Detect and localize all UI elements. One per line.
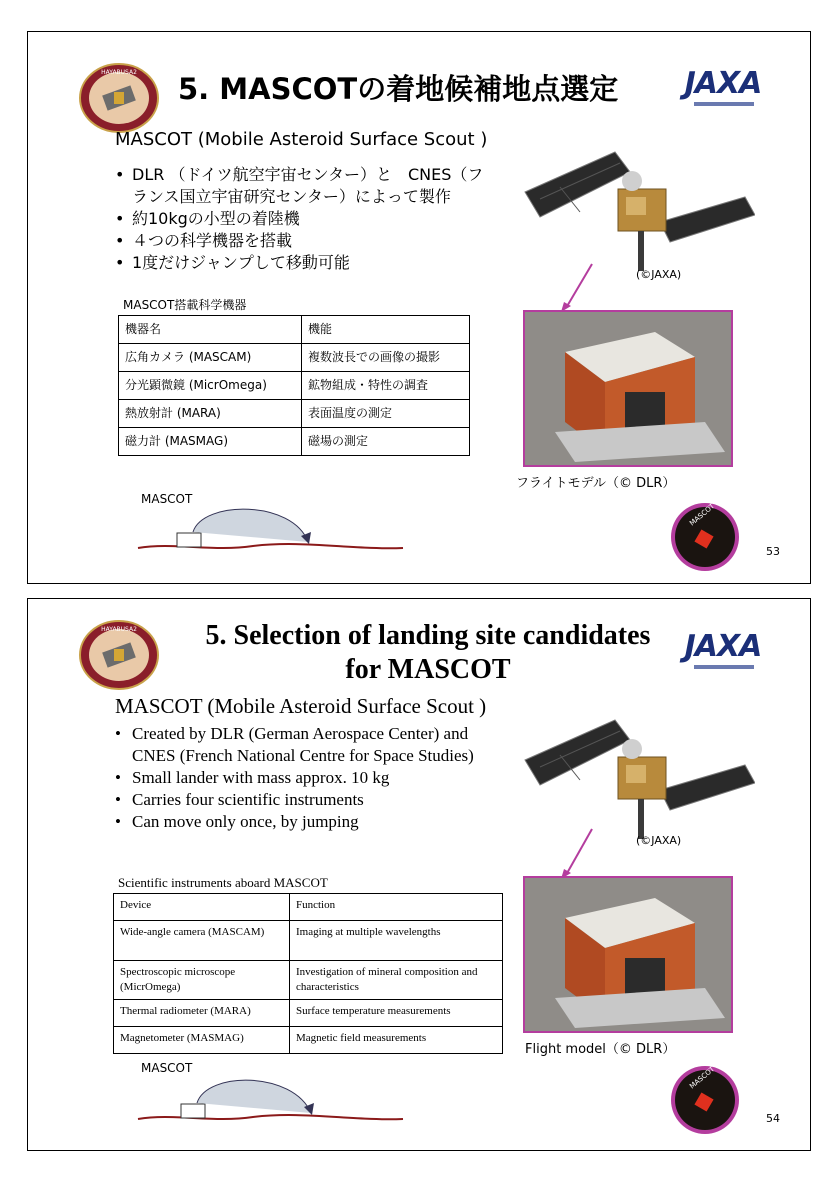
- table-cell: 分光顕微鏡 (MicrOmega): [119, 372, 302, 400]
- bullet-item: • ４つの科学機器を搭載: [115, 230, 495, 252]
- table-cell: 磁場の測定: [302, 428, 470, 456]
- instrument-table: [113, 893, 503, 1054]
- table-row: [119, 428, 470, 456]
- bullet-item: • Small lander with mass approx. 10 kg: [115, 767, 495, 789]
- slide-title: [168, 619, 688, 687]
- image-credit: (©JAXA): [636, 834, 682, 847]
- svg-text:MASCOT: MASCOT: [688, 1065, 717, 1091]
- bullet-item: • Carries four scientific instruments: [115, 789, 495, 811]
- table-header-row: [119, 316, 470, 344]
- bullet-list: [115, 164, 495, 274]
- hayabusa2-spacecraft-image: [520, 695, 755, 845]
- bullet-list: [115, 723, 495, 833]
- photo-caption: フライトモデル（© DLR）: [516, 476, 676, 491]
- table-header: 機器名: [119, 316, 302, 344]
- hayabusa2-spacecraft-image: [520, 127, 755, 277]
- table-cell: Spectroscopic microscope (MicrOmega): [114, 961, 290, 1000]
- table-cell: Magnetometer (MASMAG): [114, 1027, 290, 1054]
- table-cell: Surface temperature measurements: [290, 1000, 503, 1027]
- page-number: 54: [766, 1112, 780, 1125]
- image-credit: (©JAXA): [636, 268, 682, 281]
- svg-text:HAYABUSA2: HAYABUSA2: [101, 69, 137, 76]
- slide-53: [27, 31, 811, 584]
- bullet-item: • 1度だけジャンプして移動可能: [115, 252, 495, 274]
- hop-diagram: [133, 1069, 413, 1149]
- table-cell: 鉱物組成・特性の調査: [302, 372, 470, 400]
- slide-54: [27, 598, 811, 1151]
- subheading: MASCOT (Mobile Asteroid Surface Scout ): [115, 129, 488, 150]
- table-row: [114, 961, 503, 1000]
- table-header: Device: [114, 894, 290, 921]
- bullet-item: • Created by DLR (German Aerospace Center) and CNES (French National Centre for Space Studies): [115, 723, 495, 767]
- table-cell: 複数波長での画像の撮影: [302, 344, 470, 372]
- hop-label: MASCOT: [141, 492, 193, 506]
- jaxa-logo: JAXA: [680, 629, 766, 685]
- callout-arrow: [558, 827, 598, 881]
- table-row: [114, 1000, 503, 1027]
- table-cell: 広角カメラ (MASCAM): [119, 344, 302, 372]
- table-cell: Thermal radiometer (MARA): [114, 1000, 290, 1027]
- table-row: [119, 400, 470, 428]
- table-cell: 熱放射計 (MARA): [119, 400, 302, 428]
- mascot-mission-logo: [670, 502, 740, 572]
- hayabusa2-emblem: [78, 619, 160, 691]
- mascot-flight-model-photo: [523, 310, 733, 467]
- title-line-2: for MASCOT: [345, 654, 511, 685]
- photo-caption: Flight model（© DLR）: [525, 1042, 676, 1057]
- svg-text:MASCOT: MASCOT: [688, 502, 717, 528]
- table-cell: Investigation of mineral composition and characteristics: [290, 961, 503, 1000]
- instrument-table: [118, 315, 470, 456]
- subheading: MASCOT (Mobile Asteroid Surface Scout ): [115, 694, 487, 718]
- table-caption: Scientific instruments aboard MASCOT: [118, 875, 328, 890]
- page-number: 53: [766, 545, 780, 558]
- table-cell: Wide-angle camera (MASCAM): [114, 921, 290, 961]
- mascot-flight-model-photo: [523, 876, 733, 1033]
- hayabusa2-emblem: [78, 62, 160, 134]
- hop-label: MASCOT: [141, 1061, 193, 1075]
- slide-title: 5. MASCOTの着地候補地点選定: [178, 72, 619, 106]
- table-row: [114, 1027, 503, 1054]
- bullet-item: • DLR （ドイツ航空宇宙センター）と CNES（フランス国立宇宙研究センター）によって製作: [115, 164, 495, 208]
- table-cell: 磁力計 (MASMAG): [119, 428, 302, 456]
- mascot-mission-logo: [670, 1065, 740, 1135]
- svg-text:HAYABUSA2: HAYABUSA2: [101, 626, 137, 633]
- table-header: 機能: [302, 316, 470, 344]
- table-cell: 表面温度の測定: [302, 400, 470, 428]
- table-header-row: [114, 894, 503, 921]
- table-caption: MASCOT搭載科学機器: [123, 298, 247, 312]
- table-cell: Imaging at multiple wavelengths: [290, 921, 503, 961]
- table-row: [114, 921, 503, 961]
- jaxa-logo: JAXA: [680, 66, 766, 122]
- table-row: [119, 344, 470, 372]
- title-line-1: 5. Selection of landing site candidates: [205, 620, 651, 651]
- table-header: Function: [290, 894, 503, 921]
- callout-arrow: [558, 262, 598, 314]
- bullet-item: • Can move only once, by jumping: [115, 811, 495, 833]
- bullet-item: • 約10kgの小型の着陸機: [115, 208, 495, 230]
- table-cell: Magnetic field measurements: [290, 1027, 503, 1054]
- table-row: [119, 372, 470, 400]
- hop-diagram: [133, 502, 413, 582]
